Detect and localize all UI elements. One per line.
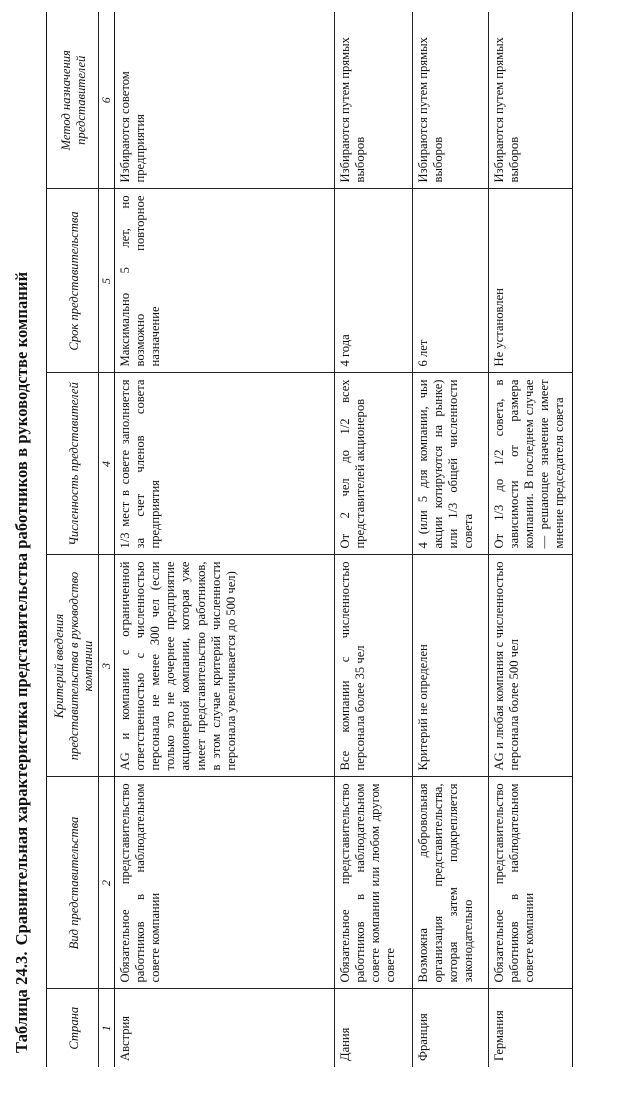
cell-type: Обязательное представительство работников в наблюдательном совете компании (488, 777, 572, 989)
table-caption-title: Сравнительная характеристика представительства работников в руководстве компаний (12, 271, 31, 946)
table-caption (12, 53, 32, 1053)
cell-count: 1/3 мест в совете заполняется за счет членов совета предприятия (114, 373, 334, 555)
table-row (412, 12, 488, 1067)
cell-criterion: AG и любая компания с численностью персонала более 500 чел (488, 555, 572, 777)
cell-country: Германия (488, 989, 572, 1067)
cell-count: От 1/3 до 1/2 совета, в зависимости от размера компании. В последнем случае — решающее значение имеет мнение председателя совета (488, 373, 572, 555)
header-type: Вид представительства (47, 777, 99, 989)
column-number-row (98, 12, 114, 1067)
cell-method: Избираются путем прямых выборов (488, 12, 572, 189)
cell-count: 4 (или 5 для компании, чьи акции котируются на рынке) или 1/3 общей численности совета (412, 373, 488, 555)
cell-term: Не установлен (488, 189, 572, 373)
header-method: Метод назначения представителей (47, 12, 99, 189)
header-term: Срок представительства (47, 189, 99, 373)
cell-country: Франция (412, 989, 488, 1067)
cell-count: От 2 чел до 1/2 всех представителей акционеров (334, 373, 412, 555)
cell-country: Дания (334, 989, 412, 1067)
cell-term: 6 лет (412, 189, 488, 373)
cell-type: Обязательное представительство работников в наблюдательном совете компании или любом другом совете (334, 777, 412, 989)
column-number: 5 (98, 189, 114, 373)
header-criterion: Критерий введения представительства в руководство компании (47, 555, 99, 777)
cell-type: Возможна добровольная организация представительства, которая затем подкрепляется законодательно (412, 777, 488, 989)
cell-method: Избираются путем прямых выборов (334, 12, 412, 189)
table-row (488, 12, 572, 1067)
cell-method: Избираются советом предприятия (114, 12, 334, 189)
column-number: 2 (98, 777, 114, 989)
cell-country: Австрия (114, 989, 334, 1067)
comparison-table (46, 12, 573, 1067)
cell-term: 4 года (334, 189, 412, 373)
cell-criterion: AG и компании с ограниченной ответственностью с численностью персонала не менее 300 чел (если только это не дочернее предприятие акционерной компании, которая уже имеет представительство работников, в этом случае критерий численности персонала увеличивается до 500 чел) (114, 555, 334, 777)
table-caption-label: Таблица 24.3. (12, 951, 31, 1053)
cell-criterion: Все компании с численностью персонала более 35 чел (334, 555, 412, 777)
table-row (114, 12, 334, 1067)
cell-criterion: Критерий не определен (412, 555, 488, 777)
cell-method: Избираются путем прямых выборов (412, 12, 488, 189)
column-number: 3 (98, 555, 114, 777)
cell-term: Максимально 5 лет, но возможно повторное назначение (114, 189, 334, 373)
column-number: 1 (98, 989, 114, 1067)
column-number: 4 (98, 373, 114, 555)
column-number: 6 (98, 12, 114, 189)
header-country: Страна (47, 989, 99, 1067)
table-row (334, 12, 412, 1067)
table-header-row (47, 12, 99, 1067)
header-count: Численность представителей (47, 373, 99, 555)
cell-type: Обязательное представительство работников в наблюдательном совете компании (114, 777, 334, 989)
